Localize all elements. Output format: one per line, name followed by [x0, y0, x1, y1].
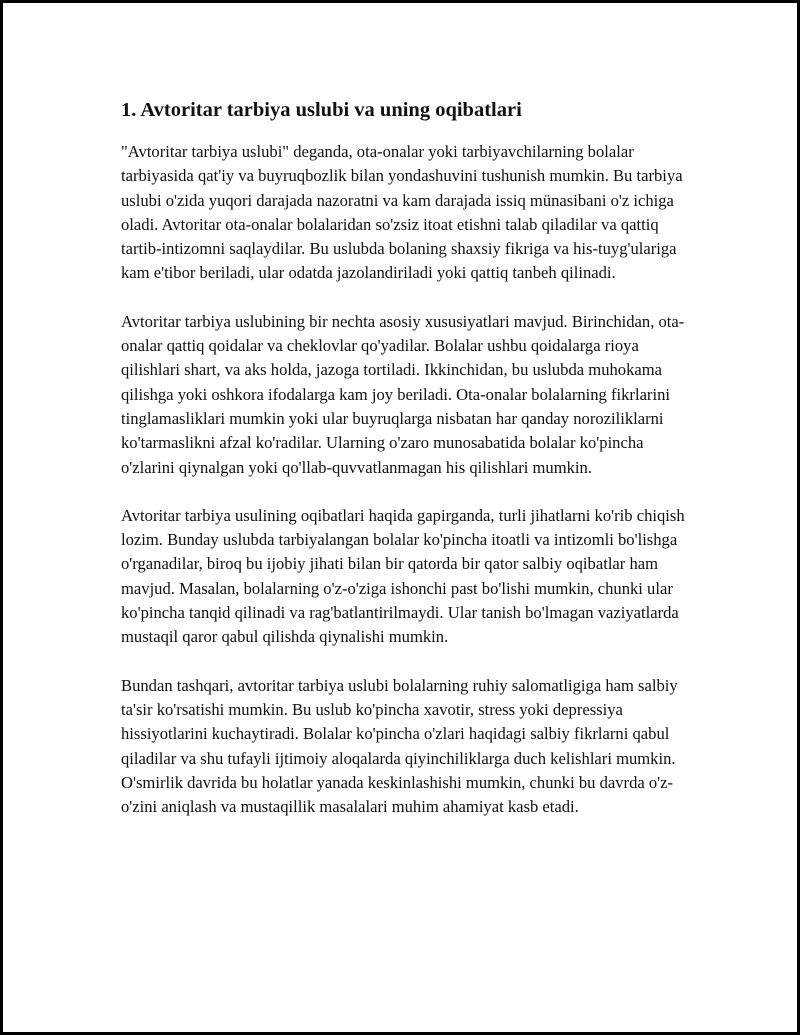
document-body	[121, 97, 691, 843]
paragraph-3: Avtoritar tarbiya usulining oqibatlari haqida gapirganda, turli jihatlarni ko'rib chiqish lozim. Bunday uslubda tarbiyalangan bolalar ko'pincha itoatli va intizomli bo'lishga o'rganadilar, biroq bu ijobiy jihati bilan bir qatorda bir qator salbiy oqibatlar ham mavjud. Masalan, bolalarning o'z-o'ziga ishonchi past bo'lishi mumkin, chunki ular ko'pincha tanqid qilinadi va rag'batlantirilmaydi. Ular tanish bo'lmagan vaziyatlarda mustaqil qaror qabul qilishda qiynalishi mumkin.	[121, 505, 685, 647]
section-heading: 1. Avtoritar tarbiya uslubi va uning oqibatlari	[121, 99, 522, 121]
paragraph-2: Avtoritar tarbiya uslubining bir nechta asosiy xususiyatlari mavjud. Birinchidan, ota-onalar qattiq qoidalar va cheklovlar qo'yadilar. Bolalar ushbu qoidalarga rioya qilishlari shart, va aks holda, jazoga tortiladi. Ikkinchidan, bu uslubda muhokama qilishga yoki oshkora ifodalarga kam joy beriladi. Ota-onalar bolalarning fikrlarini tinglamasliklari mumkin yoki ular buyruqlarga nisbatan har qanday noroziliklarni ko'tarmaslikni afzal ko'radilar. Ularning o'zaro munosabatida bolalar ko'pincha o'zlarini qiynalgan yoki qo'llab-quvvatlanmagan his qilishlari mumkin.	[121, 311, 685, 477]
paragraph-1: "Avtoritar tarbiya uslubi" deganda, ota-onalar yoki tarbiyavchilarning bolalar tarbiyasida qat'iy va buyruqbozlik bilan yondashuvini tushunish mumkin. Bu tarbiya uslubi o'zida yuqori darajada nazoratni va kam darajada issiq münasibani o'z ichiga oladi. Avtoritar ota-onalar bolalaridan so'zsiz itoat etishni talab qiladilar va qattiq tartib-intizomni saqlaydilar. Bu uslubda bolaning shaxsiy fikriga va his-tuyg'ulariga kam e'tibor beriladi, ular odatda jazolandiriladi yoki qattiq tanbeh qilinadi.	[121, 142, 683, 283]
paragraph-4: Bundan tashqari, avtoritar tarbiya uslubi bolalarning ruhiy salomatligiga ham salbiy ta'sir ko'rsatishi mumkin. Bu uslub ko'pincha xavotir, stress yoki depressiya hissiyotlarini kuchaytiradi. Bolalar ko'pincha o'zlari haqidagi salbiy fikrlarni qabul qiladilar va shu tufayli ijtimoiy aloqalarda qiyinchiliklarga duch kelishlari mumkin. O'smirlik davrida bu holatlar yanada keskinlashishi mumkin, chunki bu davrda o'z-o'zini aniqlash va mustaqillik masalalari muhim ahamiyat kasb etadi.	[121, 675, 678, 817]
